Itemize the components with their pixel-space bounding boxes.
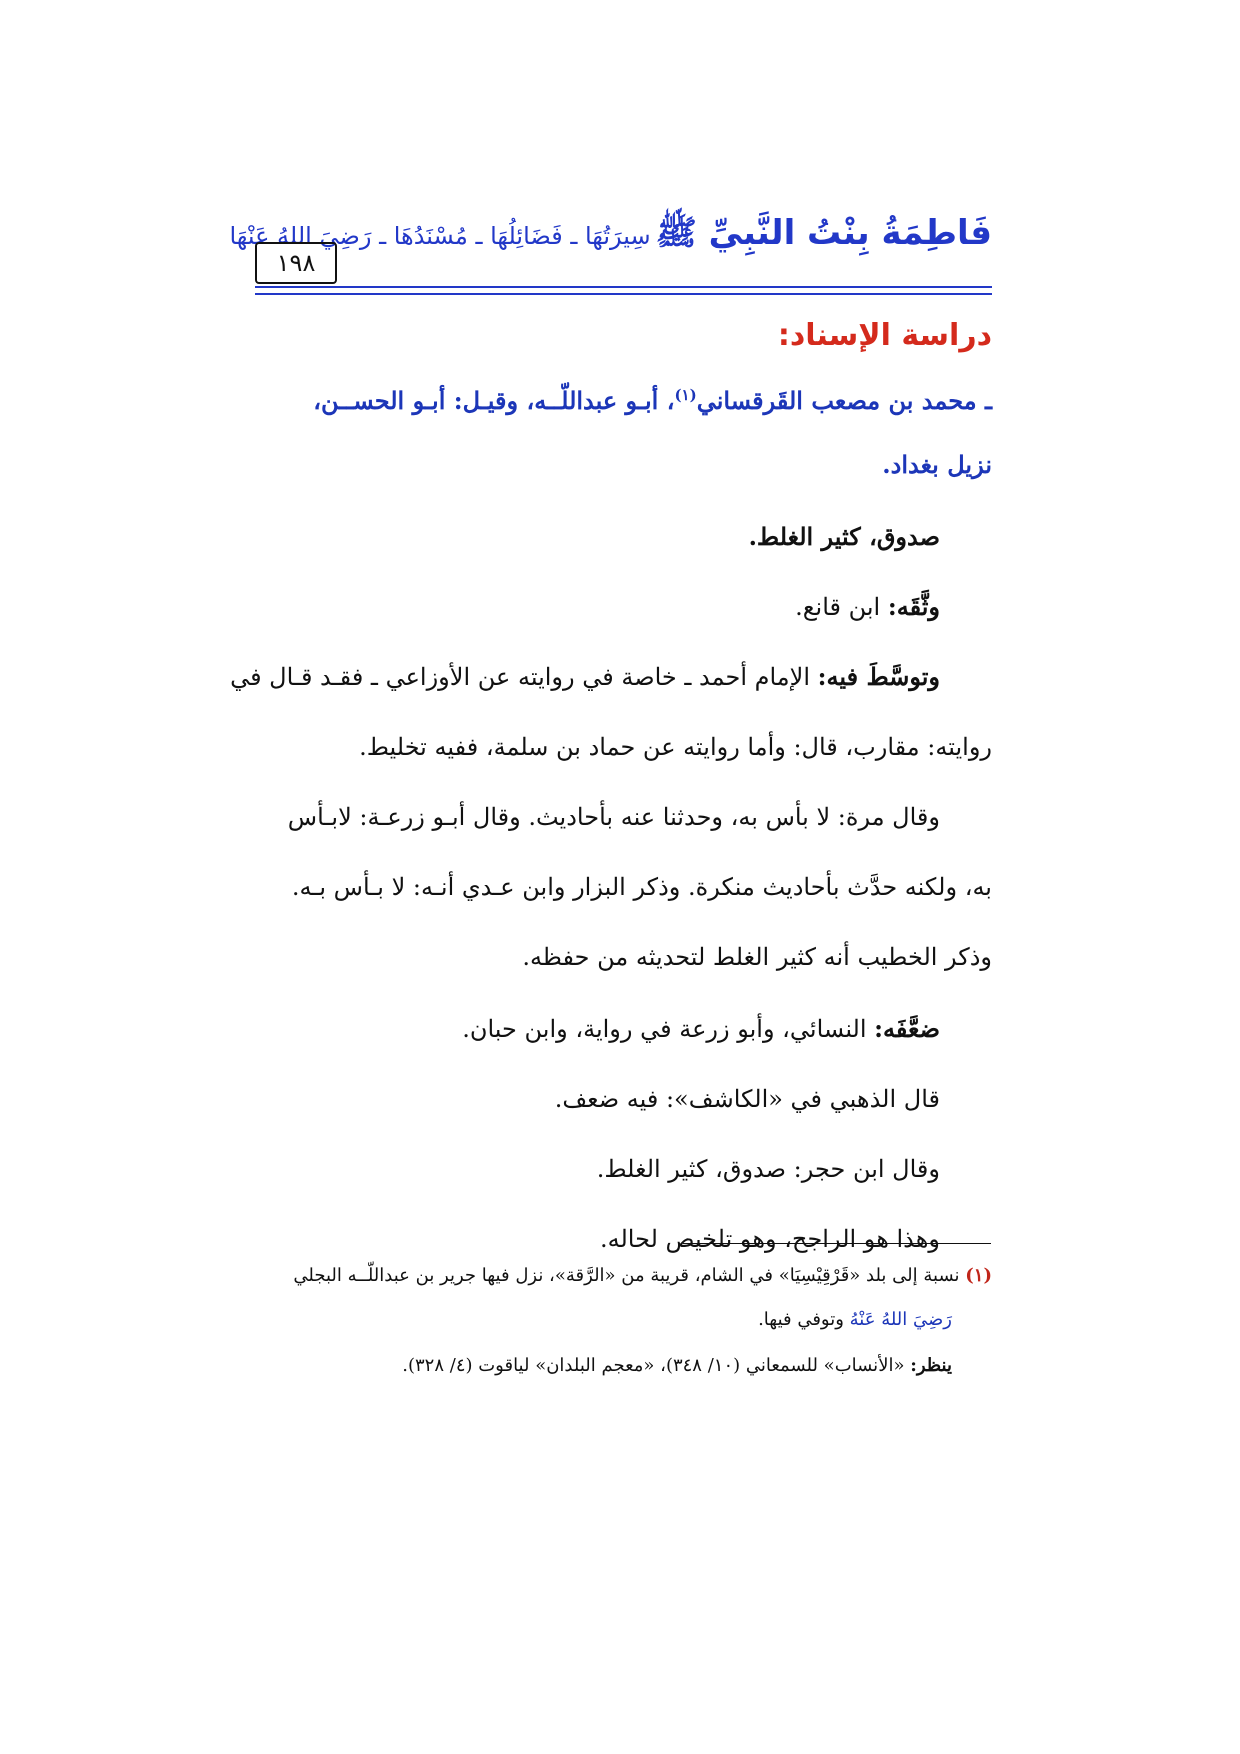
tawthiq-line [795,590,940,624]
tawassut-line [230,660,940,694]
tawassut-text: الإمام أحمد ـ خاصة في روايته عن الأوزاعي ـ فقـد قـال في [230,663,818,691]
narrator-line-2: نزيل بغداد. [882,450,992,479]
narrator-kunya: ، أبـو عبداللّــه، وقيـل: أبـو الحســن، [313,386,675,415]
daaf-line [462,1012,940,1046]
tawthiq-text: ابن قانع. [795,593,888,621]
see-label: ينظر: [910,1355,952,1376]
grade-line: صدوق، كثير الغلط. [748,522,940,551]
page-number: ١٩٨ [255,242,337,284]
honorific-calligraphy: رَضِيَ اللهُ عَنْهُ [849,1309,952,1330]
rajih-line: وهذا هو الراجح، وهو تلخيص لحاله. [599,1225,940,1253]
qala-marra-line: وقال مرة: لا بأس به، وحدثنا عنه بأحاديث. وقال أبـو زرعـة: لابـأس [287,803,940,831]
dhahabi-line: قال الذهبي في «الكاشف»: فيه ضعف. [554,1085,940,1113]
footnote-1-line-3 [402,1352,952,1380]
khatib-line: وذكر الخطيب أنه كثير الغلط لتحديثه من حفظه. [522,943,992,971]
ibn-hajar-line: وقال ابن حجر: صدوق، كثير الغلط. [596,1155,940,1183]
tawthiq-label: وثَّقَه: [887,592,940,621]
section-heading: دراسة الإسناد: [777,318,992,353]
footnote-1-line-1 [293,1262,992,1290]
running-header [229,206,992,290]
footnote-1-line-2 [758,1306,952,1334]
walakin-line: به، ولكنه حدَّث بأحاديث منكرة. وذكر البزار وابن عـدي أنـه: لا بـأس بـه. [291,873,992,901]
riwaya-line: روايته: مقارب، قال: وأما روايته عن حماد بن سلمة، ففيه تخليط. [359,733,992,761]
footnote-separator [683,1243,991,1244]
book-title: فَاطِمَةُ بِنْتُ النَّبِيِّ ﷺ [655,213,992,253]
header-double-rule [255,286,992,295]
tawassut-label: وتوسَّطَ فيه: [817,662,940,691]
book-subtitle: سِيرَتُهَا ـ فَضَائِلُهَا ـ مُسْنَدُهَا ـ رَضِيَ اللهُ عَنْهَا [229,222,651,250]
footnote-number: (١) [965,1265,992,1286]
footnote-1-text: نسبة إلى بلد «قَرْقِيْسِيَا» في الشام، قريبة من «الرَّقة»، نزل فيها جرير بن عبداللّــه البجلي [293,1265,960,1286]
narrator-line-1 [313,378,992,418]
narrator-name: ـ محمد بن مصعب القَرقساني [696,386,992,415]
daaf-label: ضعَّفَه: [874,1014,940,1043]
running-title [229,212,992,276]
see-references: «الأنساب» للسمعاني (١٠/ ٣٤٨)، «معجم البلدان» لياقوت (٤/ ٣٢٨). [402,1355,911,1376]
footnote-1-tail: وتوفي فيها. [758,1309,850,1330]
footnote-reference: (١) [674,386,697,404]
daaf-text: النسائي، وأبو زرعة في رواية، وابن حبان. [462,1015,875,1043]
